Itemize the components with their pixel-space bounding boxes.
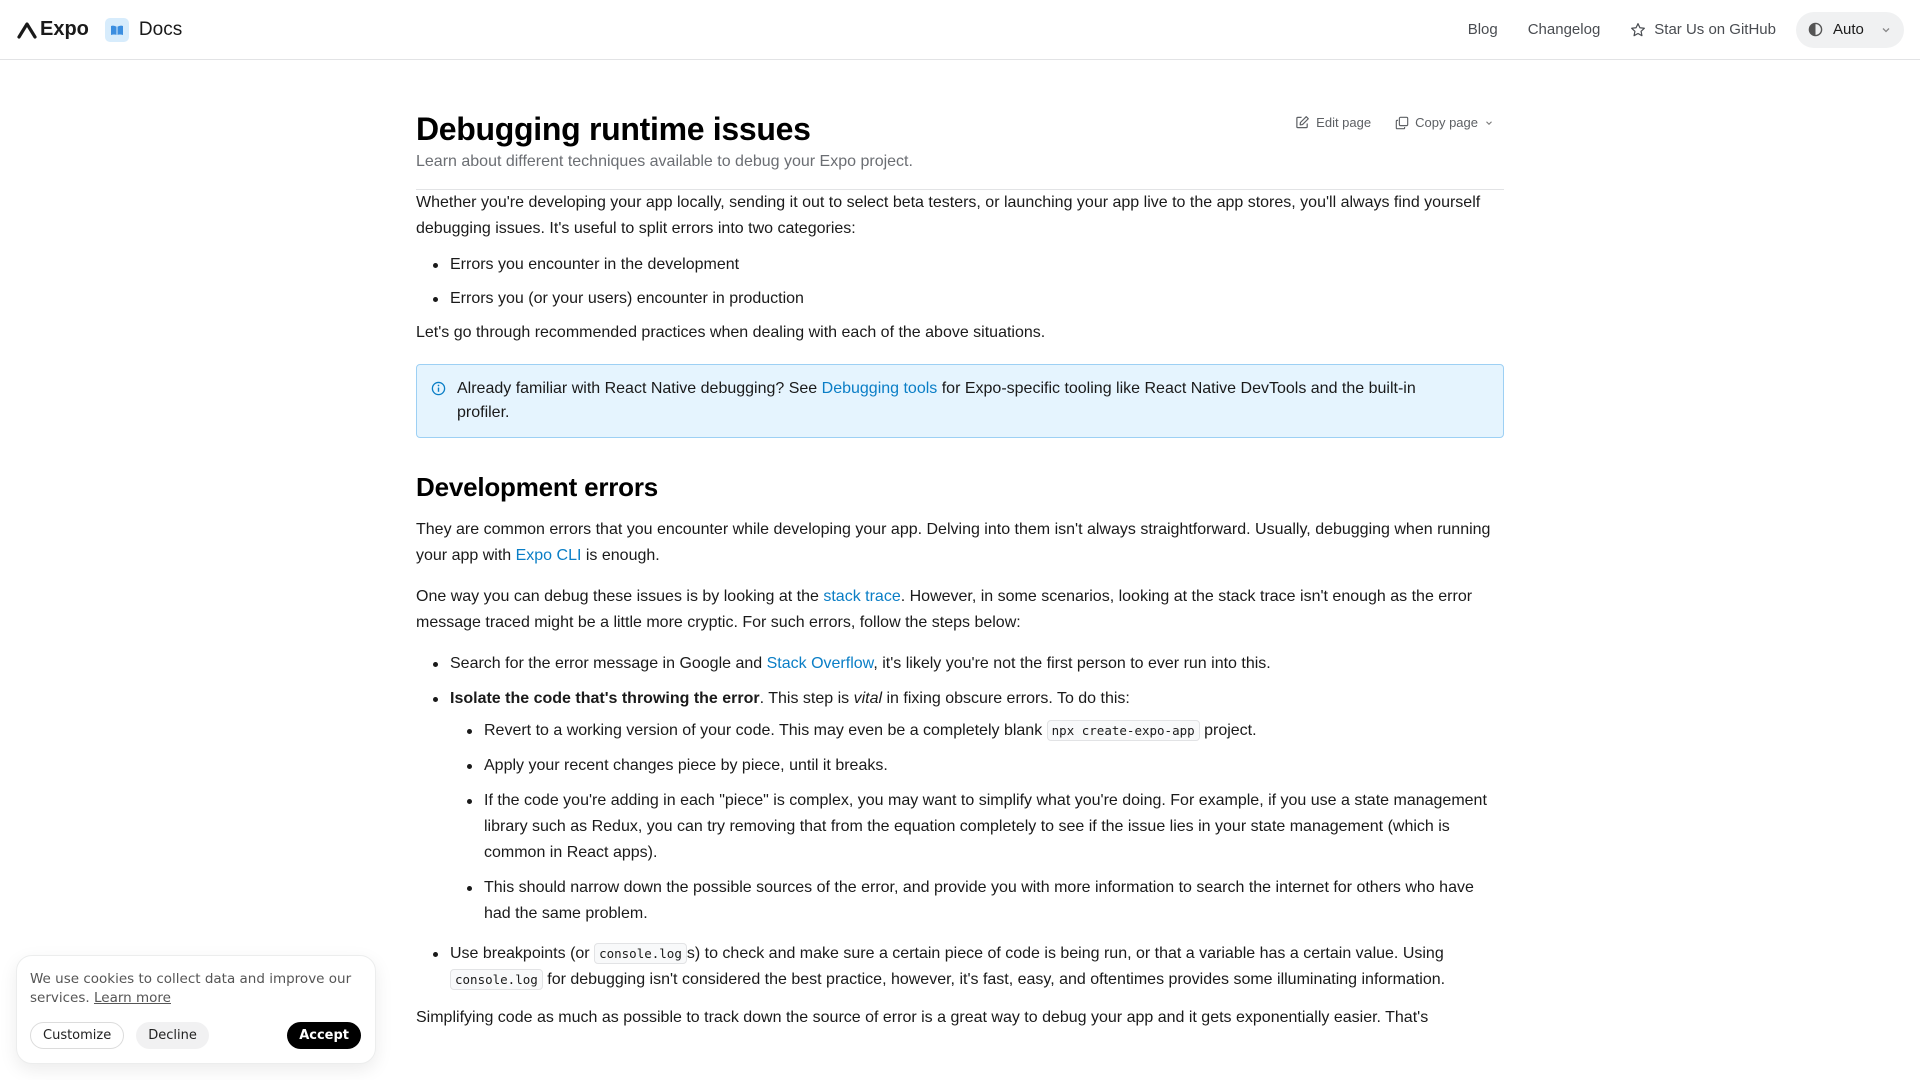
theme-selector[interactable] <box>1796 12 1904 48</box>
isolate-steps-sublist <box>450 718 1504 927</box>
cookie-actions <box>30 1022 361 1049</box>
bold-text: Isolate the code that's throwing the error <box>450 690 760 707</box>
chevron-down-icon <box>1880 24 1892 36</box>
docs-label: Docs <box>138 18 183 40</box>
contrast-icon <box>1808 22 1823 37</box>
chevron-down-icon <box>1484 118 1494 128</box>
inline-code: console.log <box>450 969 543 990</box>
list-item: Apply your recent changes piece by piece, until it breaks. <box>450 753 1504 779</box>
text: for debugging isn't considered the best practice, however, it's fast, easy, and oftentimes provides some illuminating information. <box>542 971 1446 988</box>
inline-code: npx create-expo-app <box>1047 720 1200 741</box>
edit-page-button[interactable] <box>1295 115 1371 130</box>
accept-button[interactable]: Accept <box>287 1022 361 1049</box>
text: Revert to a working version of your code. This may even be a completely blank <box>484 722 1047 739</box>
list-item <box>416 651 1504 677</box>
nav-github-star-link[interactable] <box>1630 21 1776 38</box>
dev-errors-paragraph-3: Simplifying code as much as possible to track down the source of error is a great way to debug your app and it gets exponentially easier. That's <box>416 1009 1429 1026</box>
learn-more-link[interactable]: Learn more <box>93 990 171 1006</box>
text: s) to check and make sure a certain piece of code is being run, or that a variable has a certain value. Using <box>686 945 1444 962</box>
page-subtitle: Learn about different techniques available to debug your Expo project. <box>416 153 913 170</box>
callout-text: for Expo-specific tooling like React Native DevTools and the built-in profiler. <box>457 380 1416 421</box>
intro-paragraph: Whether you're developing your app locally, sending it out to select beta testers, or launching your app live to the app stores, you'll always find yourself debugging issues. It's useful to split errors into two categories: <box>416 194 1481 237</box>
decline-button[interactable]: Decline <box>136 1022 209 1049</box>
brand-name: Expo <box>40 18 89 40</box>
section-heading-development-errors: Development errors <box>416 472 659 502</box>
edit-icon <box>1295 115 1310 130</box>
text: is enough. <box>581 547 660 564</box>
page-header <box>416 60 1504 190</box>
text: , it's likely you're not the first person to ever run into this. <box>873 655 1271 672</box>
stack-overflow-link[interactable]: Stack Overflow <box>766 655 874 672</box>
text: Use breakpoints (or <box>450 945 595 962</box>
top-navigation-bar <box>0 0 1920 60</box>
list-item: Errors you (or your users) encounter in production <box>416 286 1504 312</box>
edit-page-label: Edit page <box>1316 115 1372 130</box>
list-item <box>450 718 1504 744</box>
text: One way you can debug these issues is by looking at the <box>416 588 824 605</box>
text: Search for the error message in Google and <box>450 655 767 672</box>
info-callout <box>416 364 1504 438</box>
list-item: Errors you encounter in the development <box>416 252 1504 278</box>
list-item: This should narrow down the possible sources of the error, and provide you with more information to search the internet for others who have had the same problem. <box>450 875 1504 927</box>
nav-changelog-link[interactable]: Changelog <box>1527 21 1601 38</box>
docs-home-link[interactable] <box>105 18 182 42</box>
page-title: Debugging runtime issues <box>416 111 811 147</box>
expo-cli-link[interactable]: Expo CLI <box>515 547 582 564</box>
main-content <box>416 60 1504 1031</box>
list-item: If the code you're adding in each "piece" is complex, you may want to simplify what you're doing. For example, if you use a state management library such as Redux, you can try removing that from the equation completely to see if the issue lies in your state management (which is common in React apps). <box>450 788 1504 866</box>
star-icon <box>1630 22 1646 38</box>
expo-logo-link[interactable] <box>16 18 89 41</box>
copy-icon <box>1395 116 1409 130</box>
debugging-tools-link[interactable]: Debugging tools <box>821 380 938 397</box>
dev-errors-paragraph-2 <box>416 584 1504 636</box>
info-icon <box>431 381 446 396</box>
stack-trace-link[interactable]: stack trace <box>823 588 901 605</box>
expo-logo-icon <box>16 20 38 40</box>
inline-code: console.log <box>594 943 687 964</box>
debug-steps-list <box>416 651 1504 993</box>
book-icon <box>105 18 129 42</box>
copy-page-label: Copy page <box>1415 115 1478 130</box>
callout-text: Already familiar with React Native debugging? See <box>457 380 822 397</box>
text: They are common errors that you encounter while developing your app. Delving into them isn't always straightforward. Usually, debugging when running your app with <box>416 521 1491 564</box>
list-item <box>416 941 1504 993</box>
error-categories-list <box>416 252 1504 312</box>
github-star-label: Star Us on GitHub <box>1654 21 1776 38</box>
text: . This step is <box>759 690 854 707</box>
text: We use cookies to collect data and improve our services. <box>30 971 352 1006</box>
cookie-message <box>30 970 361 1008</box>
text: project. <box>1199 722 1257 739</box>
nav-blog-link[interactable]: Blog <box>1467 21 1498 38</box>
theme-label: Auto <box>1833 21 1864 38</box>
list-item <box>416 686 1504 927</box>
text: . However, in some scenarios, looking at the stack trace isn't enough as the error message traced might be a little more cryptic. For such errors, follow the steps below: <box>416 588 1473 631</box>
page-actions <box>1295 115 1494 130</box>
intro-closing: Let's go through recommended practices when dealing with each of the above situations. <box>416 324 1046 341</box>
header-nav <box>1468 12 1904 48</box>
customize-button[interactable]: Customize <box>30 1022 124 1049</box>
cookie-consent-banner <box>16 955 376 1064</box>
italic-text: vital <box>853 690 883 707</box>
dev-errors-paragraph-1 <box>416 517 1504 569</box>
copy-page-button[interactable] <box>1395 115 1494 130</box>
text: in fixing obscure errors. To do this: <box>882 690 1130 707</box>
